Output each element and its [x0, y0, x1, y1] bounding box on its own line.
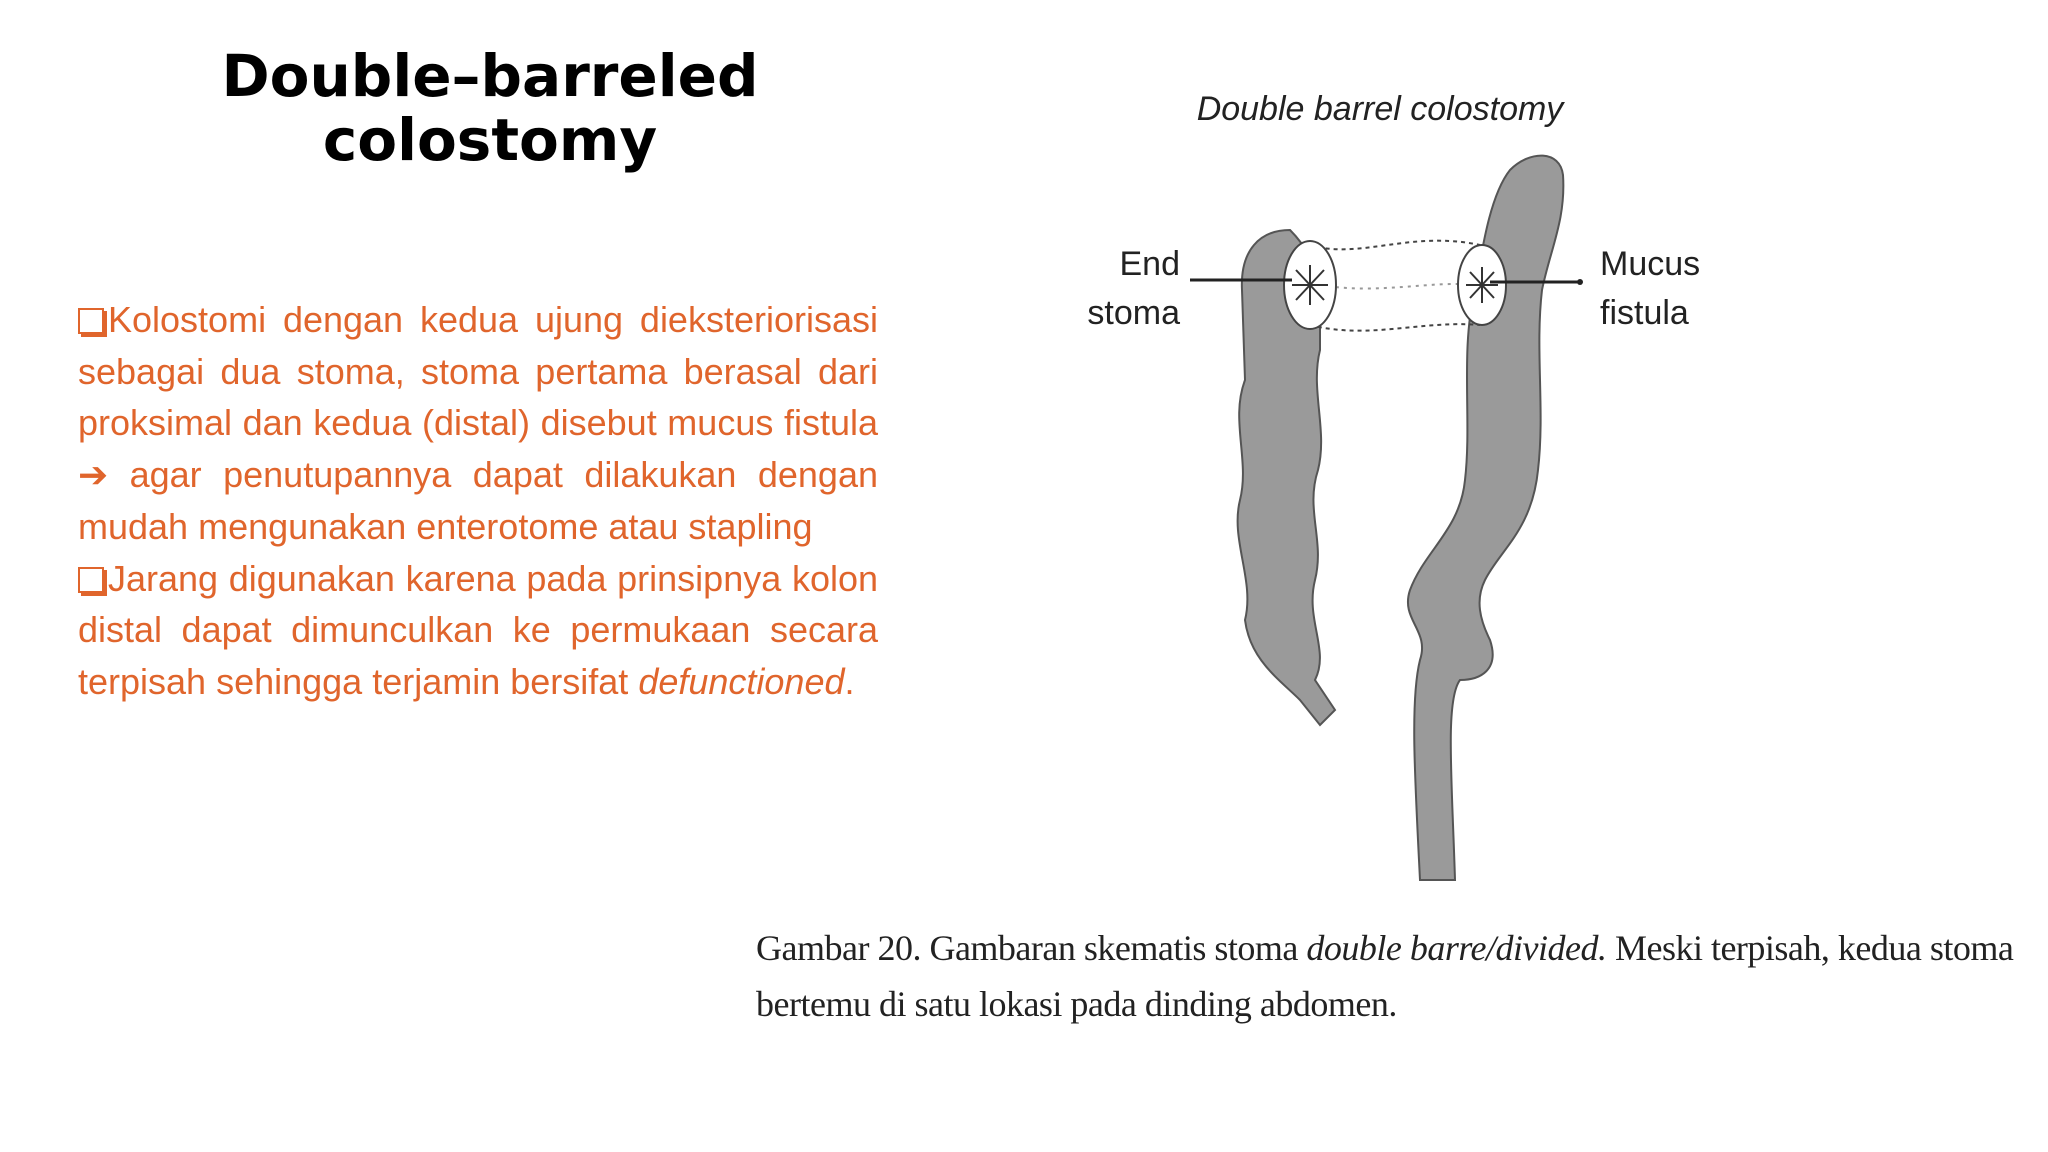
label-fistula: fistula: [1600, 294, 1689, 332]
title-line-1: Double–barreled: [221, 42, 759, 110]
checkbox-outline-icon: [78, 567, 104, 593]
title-line-2: colostomy: [322, 106, 658, 174]
diagram-title: Double barrel colostomy: [1196, 90, 1564, 128]
transverse-midline: [1320, 284, 1480, 289]
caption-part-3: Meski terpisah, kedua stoma bertemu di satu lokasi pada dinding abdomen.: [756, 928, 2014, 1024]
bullet-item-2: [78, 553, 878, 708]
slide-title: [180, 44, 800, 172]
checkbox-outline-icon: [78, 308, 104, 334]
figure-caption: [756, 920, 2026, 1032]
caption-part-1: Gambar 20. Gambaran skematis stoma: [756, 928, 1307, 968]
label-stoma: stoma: [1087, 294, 1180, 332]
bullet-1-text: Kolostomi dengan kedua ujung dieksteriorisasi sebagai dua stoma, stoma pertama berasal dari proksimal dan kedua (distal) disebut mucus fistula ➔ agar penutupannya dapat dilakukan dengan mudah mengunakan enterotome atau stapling: [78, 299, 878, 547]
label-end: End: [1119, 245, 1180, 283]
colostomy-diagram: [1080, 80, 1720, 920]
end-stoma-star-icon: [1292, 265, 1328, 305]
bullet-2-end: .: [844, 660, 855, 702]
pointer-dot: [1577, 279, 1583, 285]
bullet-item-1: [78, 294, 878, 553]
bullet-2-text: Jarang digunakan karena pada prinsipnya kolon distal dapat dimunculkan ke permukaan secara terpisah sehingga terjamin bersifat: [78, 557, 878, 702]
label-mucus: Mucus: [1600, 245, 1701, 283]
mucus-fistula-star-icon: [1466, 267, 1498, 303]
caption-italic: double barre/divided.: [1306, 928, 1607, 968]
bullet-list: [78, 294, 878, 708]
bullet-2-italic: defunctioned: [638, 660, 845, 702]
